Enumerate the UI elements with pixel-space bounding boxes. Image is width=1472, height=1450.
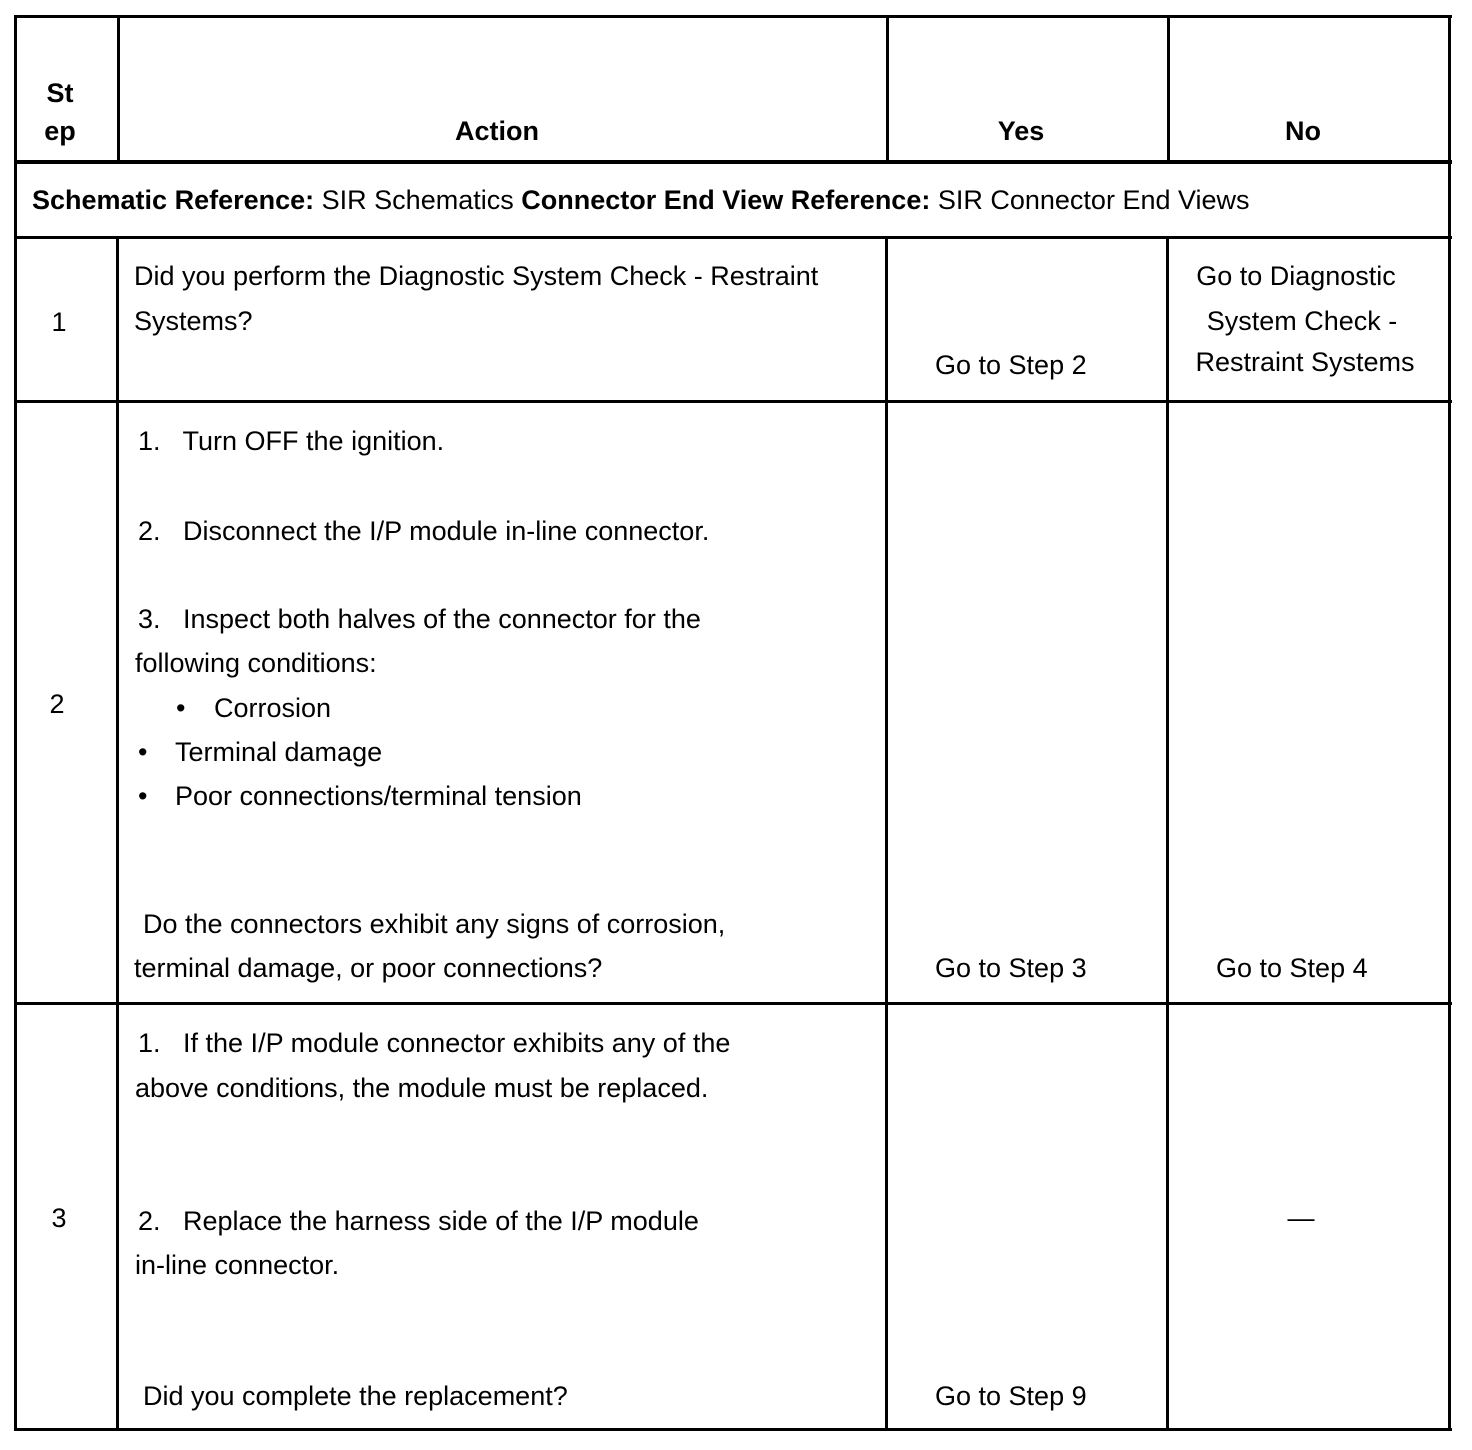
body-col-divider-1 [116, 236, 119, 1431]
connector-reference-label: Connector End View Reference: [521, 185, 931, 215]
row-3-item-2-cont: in-line connector. [135, 1250, 340, 1280]
table-border-left [14, 15, 17, 1431]
row-1-yes: Go to Step 2 [935, 350, 1087, 380]
reference-line [32, 187, 1250, 214]
row-1-divider [14, 400, 1452, 403]
row-2-question-line-2: terminal damage, or poor connections? [134, 953, 603, 983]
row-3-item-1: 1. If the I/P module connector exhibits any of the [138, 1028, 731, 1058]
row-2-yes: Go to Step 3 [935, 953, 1087, 983]
header-col-divider-2 [886, 15, 889, 163]
schematic-reference-value: SIR Schematics [321, 185, 514, 215]
bullet-terminal-damage: Terminal damage [175, 737, 383, 767]
row-1-action-line-1: Did you perform the Diagnostic System Check - Restraint [134, 261, 819, 291]
row-3-item-2: 2. Replace the harness side of the I/P module [138, 1206, 699, 1236]
table-border-right [1448, 15, 1451, 1431]
row-2-no: Go to Step 4 [1216, 953, 1368, 983]
row-1-no-line-3: Restraint Systems [1195, 347, 1415, 377]
header-no: No [1285, 116, 1321, 146]
row-1-no-line-1: Go to Diagnostic [1196, 261, 1396, 291]
header-step-line-2: ep [44, 116, 76, 146]
bullet-symbol: • [176, 693, 186, 723]
row-1-step: 1 [51, 307, 67, 337]
row-2-item-3-cont: following conditions: [135, 648, 377, 678]
row-2-item-1: 1. Turn OFF the ignition. [138, 426, 445, 456]
body-col-divider-2 [885, 236, 888, 1431]
bullet-poor-connections: Poor connections/terminal tension [175, 781, 582, 811]
row-3-question: Did you complete the replacement? [143, 1381, 568, 1411]
row-3-yes: Go to Step 9 [935, 1381, 1087, 1411]
header-col-divider-3 [1167, 15, 1170, 163]
table-border-bottom [14, 1428, 1452, 1431]
row-3-step: 3 [51, 1203, 67, 1233]
bullet-symbol: • [138, 781, 148, 811]
row-3-item-1-cont: above conditions, the module must be replaced. [135, 1073, 709, 1103]
bullet-corrosion: Corrosion [214, 693, 332, 723]
schematic-reference-label: Schematic Reference: [32, 185, 315, 215]
connector-reference-value: SIR Connector End Views [937, 185, 1250, 215]
table-border-top [14, 15, 1452, 18]
row-2-item-3: 3. Inspect both halves of the connector for the [138, 604, 701, 634]
body-col-divider-3 [1166, 236, 1169, 1431]
row-2-item-2: 2. Disconnect the I/P module in-line connector. [138, 516, 710, 546]
reference-divider [14, 236, 1452, 239]
row-1-action-line-2: Systems? [134, 306, 253, 336]
row-2-step: 2 [49, 689, 65, 719]
header-action: Action [455, 116, 539, 146]
row-2-question-line-1: Do the connectors exhibit any signs of corrosion, [143, 909, 726, 939]
row-3-no: — [1287, 1203, 1315, 1233]
header-step-line-1: St [46, 78, 74, 108]
header-divider [14, 160, 1452, 164]
header-col-divider-1 [117, 15, 120, 163]
header-yes: Yes [997, 116, 1045, 146]
row-1-no-line-2: System Check - [1206, 306, 1398, 336]
row-2-divider [14, 1002, 1452, 1005]
bullet-symbol: • [138, 737, 148, 767]
